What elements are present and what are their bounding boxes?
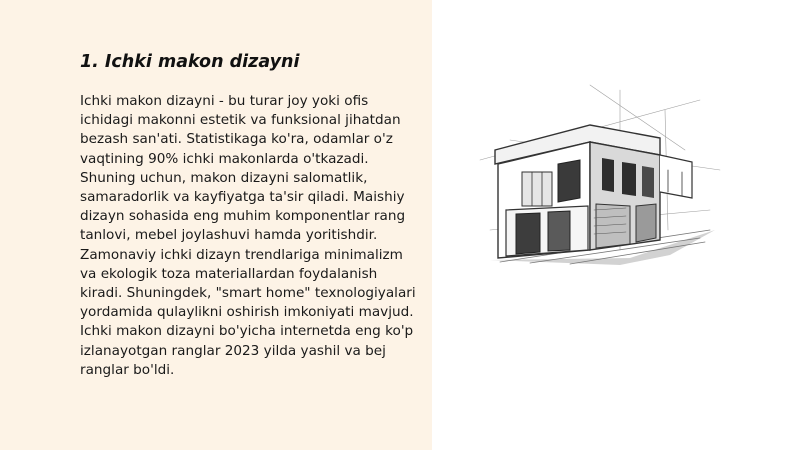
house-sketch-illustration [470,80,730,280]
slide-body-text: Ichki makon dizayni - bu turar joy yoki ofis ichidagi makonni estetik va funksional jihatdan bezash san'ati. Statistikaga ko'ra, odamlar o'z vaqtining 90% ichki makonlarda o'tkazadi. Shuning uchun, makon dizayni salomatlik, samaradorlik va kayfiyatga ta'sir qiladi. Maishiy dizayn sohasida eng muhim komponentlar rang tanlovi, mebel joylashuvi hamda yoritishdir. Zamonaviy ichki dizayn trendlariga minimalizm va ekologik toza materiallardan foydalanish kiradi. Shuningdek, "smart home" texnologiyalari yordamida qulaylikni oshirish imkoniyati mavjud. Ichki makon dizayni bo'yicha internetda eng ko'p izlanayotgan ranglar 2023 yilda yashil va bej ranglar bo'ldi. [80,93,416,378]
slide-title: 1. Ichki makon dizayni [80,52,300,72]
